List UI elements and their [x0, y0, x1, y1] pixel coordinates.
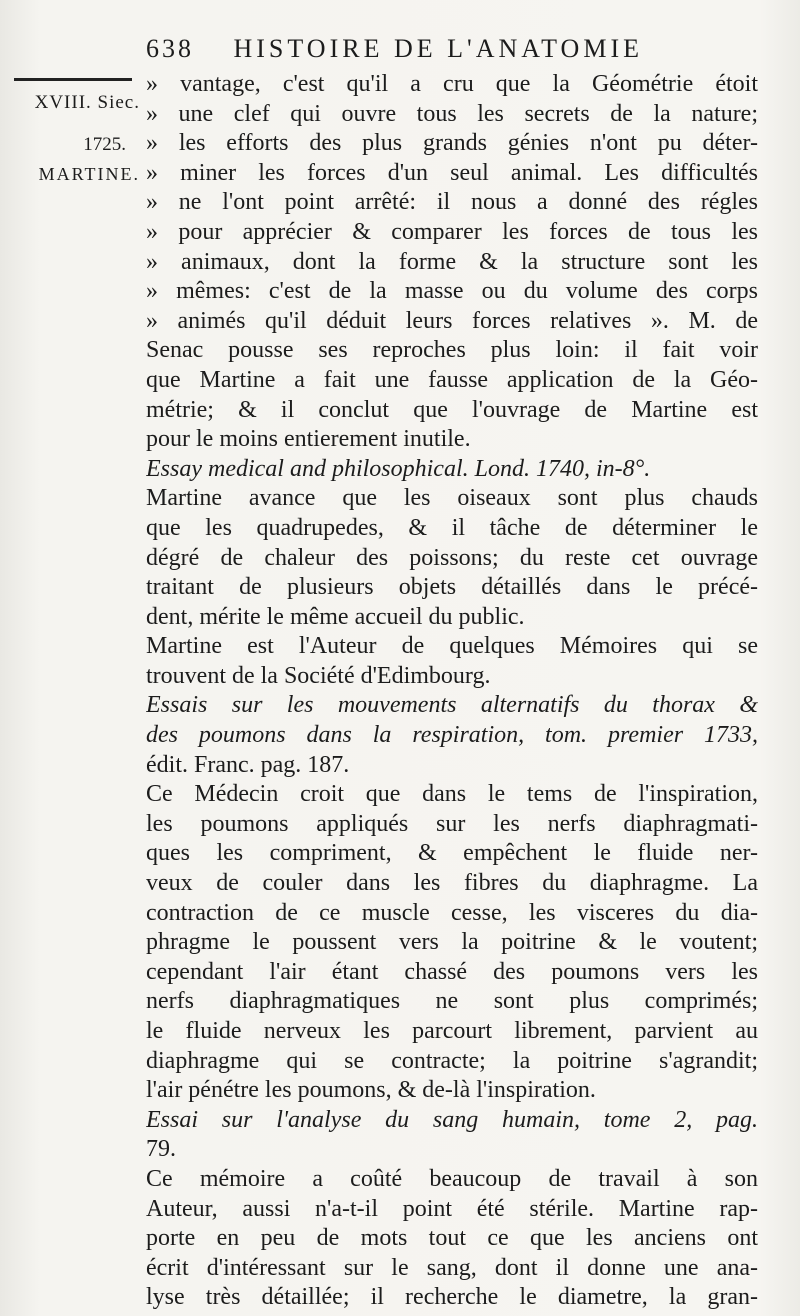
text-line: » ne l'ont point arrêté: il nous a donné des régles — [146, 189, 758, 216]
text-line: cependant l'air étant chassé des poumons vers les — [146, 958, 758, 985]
text-line: traitant de plusieurs objets détaillés dans le précé- — [146, 574, 758, 601]
text-line: dent, mérite le même accueil du public. — [146, 603, 525, 630]
text-line: porte en peu de mots tout ce que les anciens ont — [146, 1225, 758, 1252]
text-line: pour le moins entierement inutile. — [146, 426, 471, 453]
text-line: Martine est l'Auteur de quelques Mémoires qui se — [146, 633, 758, 660]
margin-year: 1725. — [83, 134, 126, 155]
text-line: » vantage, c'est qu'il a cru que la Géométrie étoit — [146, 71, 758, 97]
text-line: ques les compriment, & empêchent le fluide ner- — [146, 840, 758, 867]
text-line: diaphragme qui se contracte; la poitrine s'agrandit; — [146, 1047, 758, 1074]
text-line: métrie; & il conclut que l'ouvrage de Martine est — [146, 396, 758, 423]
text-line: l'air pénétre les poumons, & de-là l'inspiration. — [146, 1077, 596, 1104]
text-line: contraction de ce muscle cesse, les visceres du dia- — [146, 899, 758, 926]
text-line: » animaux, dont la forme & la structure sont les — [146, 248, 758, 275]
text-line: Senac pousse ses reproches plus loin: il fait voir — [146, 337, 758, 364]
text-line: » pour apprécier & comparer les forces de tous les — [146, 218, 758, 245]
text-line: » miner les forces d'un seul animal. Les difficultés — [146, 159, 758, 186]
text-line: Ce mémoire a coûté beaucoup de travail à son — [146, 1165, 758, 1192]
page-number: 638 — [146, 34, 194, 63]
text-line: Auteur, aussi n'a-t-il point été stérile. Martine rap- — [146, 1195, 758, 1222]
text-line: trouvent de la Société d'Edimbourg. — [146, 662, 491, 689]
text-line: » une clef qui ouvre tous les secrets de la nature; — [146, 100, 758, 127]
running-title: HISTOIRE DE L'ANATOMIE — [233, 34, 643, 63]
text-line: le fluide nerveux les parcourt librement, parvient au — [146, 1018, 758, 1044]
citation-line: Essai sur l'analyse du sang humain, tome 2, pag. — [146, 1106, 758, 1133]
text-line: les poumons appliqués sur les nerfs diaphragmati- — [146, 810, 758, 837]
text-line: édit. Franc. pag. 187. — [146, 751, 350, 778]
text-line: » les efforts des plus grands génies n'ont pu déter- — [146, 130, 758, 157]
body-text — [146, 70, 758, 1313]
text-line: lyse très détaillée; il recherche le diametre, la gran- — [146, 1284, 758, 1311]
text-line: 79. — [146, 1136, 176, 1163]
text-line: dégré de chaleur des poissons; du reste cet ouvrage — [146, 544, 758, 571]
text-line: que Martine a fait une fausse application de la Géo- — [146, 366, 758, 393]
running-header — [146, 34, 786, 64]
text-line: » mêmes: c'est de la masse ou du volume des corps — [146, 278, 758, 305]
text-line: nerfs diaphragmatiques ne sont plus comprimés; — [146, 988, 758, 1015]
text-line: que les quadrupedes, & il tâche de déterminer le — [146, 514, 758, 541]
text-line: » animés qu'il déduit leurs forces relatives ». M. de — [146, 307, 758, 334]
text-line: écrit d'intéressant sur le sang, dont il donne une ana- — [146, 1254, 758, 1281]
margin-rule — [14, 78, 132, 81]
text-line: phragme le poussent vers la poitrine & le voutent; — [146, 929, 758, 956]
margin-author: MARTINE. — [38, 164, 140, 184]
citation-line: Essais sur les mouvements alternatifs du thorax & — [146, 692, 758, 719]
citation-line: des poumons dans la respiration, tom. premier 1733, — [146, 722, 758, 749]
citation-line: Essay medical and philosophical. Lond. 1740, in-8°. — [146, 455, 651, 482]
text-line: Martine avance que les oiseaux sont plus chauds — [146, 485, 758, 512]
margin-century: XVIII. Siec. — [34, 92, 140, 113]
text-line: veux de couler dans les fibres du diaphragme. La — [146, 870, 758, 897]
text-line: Ce Médecin croit que dans le tems de l'inspiration, — [146, 781, 758, 808]
